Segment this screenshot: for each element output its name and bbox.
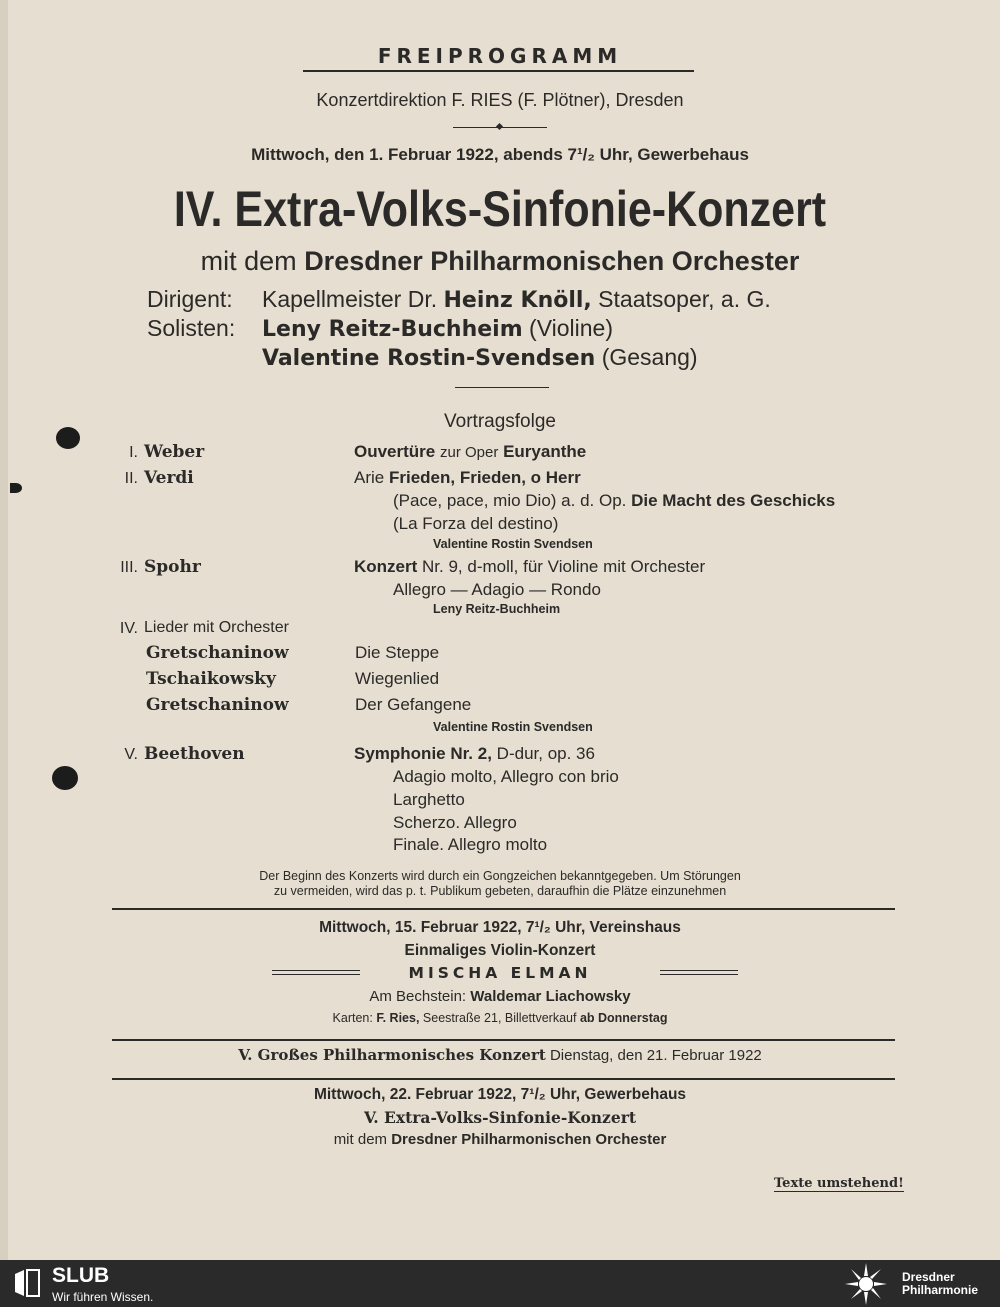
- item-1-work-connector: zur Oper: [439, 444, 499, 461]
- item-2-work-title: Frieden, Frieden, o Herr: [388, 468, 581, 487]
- conductor-suffix: Staatsoper, a. G.: [598, 286, 771, 312]
- item-4-composer-2: Tschaikowsky: [146, 669, 276, 689]
- next-1-date: Mittwoch, 15. Februar 1922, 7¹/₂ Uhr, Vereinshaus: [319, 919, 681, 936]
- item-3-composer: Spohr: [144, 557, 201, 577]
- item-5-movement-4: Finale. Allegro molto: [393, 835, 548, 854]
- tickets-address: Seestraße 21, Billettverkauf: [422, 1011, 577, 1025]
- item-1-work-type: Ouvertüre: [354, 442, 436, 461]
- viewer-footer-bar: [0, 1260, 1000, 1307]
- item-2-number: II.: [124, 470, 138, 487]
- item-5-work-title: Symphonie Nr. 2,: [354, 744, 492, 763]
- soloist-1: [262, 315, 613, 342]
- notice-line-2: zu vermeiden, wird das p. t. Publikum gebeten, daraufhin die Plätze einzunehmen: [273, 884, 727, 898]
- soloist-1-note: (Violine): [529, 315, 613, 341]
- ink-blot: [52, 766, 78, 790]
- item-1-composer: Weber: [144, 442, 205, 462]
- next-2: [0, 1046, 1000, 1064]
- dp-line-2: Philharmonie: [902, 1283, 979, 1297]
- artist-rule-right-a: [660, 970, 738, 971]
- divider: [112, 908, 895, 910]
- item-5-work-key: D-dur, op. 36: [496, 744, 595, 763]
- item-4-song-2: Wiegenlied: [355, 669, 440, 688]
- item-5-movement-2: Larghetto: [393, 790, 465, 809]
- conductor-prefix: Kapellmeister Dr.: [262, 286, 438, 312]
- item-4-number: IV.: [119, 620, 138, 637]
- next-3-date: Mittwoch, 22. Februar 1922, 7¹/₂ Uhr, Gewerbehaus: [313, 1086, 687, 1103]
- item-1-work-title: Euryanthe: [503, 442, 587, 461]
- soloists-role: Solisten:: [147, 315, 236, 341]
- item-1-work: [354, 442, 586, 462]
- item-4-song-1: Die Steppe: [355, 643, 440, 662]
- item-2-opera: Die Macht des Geschicks: [631, 491, 836, 510]
- heading-underline: [303, 70, 694, 72]
- orchestra-prefix: mit dem: [200, 246, 297, 276]
- item-3-number: III.: [120, 559, 138, 576]
- dresdner-philharmonie-text[interactable]: [902, 1271, 978, 1297]
- soloist-2-note: (Gesang): [601, 344, 698, 370]
- item-5-work: [354, 744, 595, 764]
- dresdner-philharmonie-logo-icon: [845, 1263, 887, 1305]
- item-2-italian-title: (Pace, pace, mio Dio) a. d. Op.: [393, 491, 627, 510]
- soloist-1-name: Leny Reitz-Buchheim: [262, 317, 523, 342]
- next-1-title: Einmaliges Violin-Konzert: [404, 942, 596, 959]
- accompanist-prefix: Am Bechstein:: [369, 988, 467, 1005]
- dp-line-1: Dresdner: [902, 1270, 955, 1284]
- item-4-composer-1: Gretschaninow: [146, 643, 289, 663]
- item-3-work-type: Konzert: [354, 557, 418, 576]
- soloist-2: [262, 344, 698, 371]
- paper-edge: [0, 0, 8, 1260]
- next-2-date: Dienstag, den 21. Februar 1922: [549, 1047, 762, 1064]
- item-3-work-detail: Nr. 9, d-moll, für Violine mit Orchester: [422, 557, 706, 576]
- item-5-movement-3: Scherzo. Allegro: [393, 813, 517, 832]
- texts-overleaf-note: Texte umstehend!: [774, 1176, 904, 1191]
- notice-line-1: Der Beginn des Konzerts wird durch ein Gongzeichen bekanntgegeben. Um Störungen: [259, 869, 741, 883]
- item-2-line-2: [393, 491, 835, 511]
- tickets-label: Karten:: [332, 1011, 373, 1025]
- item-5-number: V.: [124, 746, 138, 763]
- next-3-orchestra-name: Dresdner Philharmonischen Orchester: [391, 1131, 667, 1148]
- ornament-dot: [496, 123, 503, 130]
- item-3-movements: Allegro — Adagio — Rondo: [393, 580, 601, 599]
- concert-title: IV. Extra-Volks-Sinfonie-Konzert: [173, 181, 827, 237]
- item-2-performer: Valentine Rostin Svendsen: [433, 537, 593, 551]
- item-4-title: Lieder mit Orchester: [144, 619, 289, 636]
- item-2-composer: Verdi: [144, 468, 194, 488]
- next-2-title: V. Großes Philharmonisches Konzert: [238, 1046, 546, 1064]
- conductor-line: [262, 286, 771, 313]
- conductor-role: Dirigent:: [147, 286, 233, 312]
- next-1-accompanist: [0, 988, 1000, 1005]
- concert-date: Mittwoch, den 1. Februar 1922, abends 7¹/₂ Uhr, Gewerbehaus: [251, 145, 749, 164]
- item-5-movement-1: Adagio molto, Allegro con brio: [393, 767, 619, 786]
- concert-direction: Konzertdirektion F. RIES (F. Plötner), Dresden: [316, 90, 684, 110]
- accompanist-name: Waldemar Liachowsky: [470, 988, 631, 1005]
- slub-logo-text[interactable]: SLUB: [52, 1264, 110, 1287]
- divider-3: [112, 1078, 895, 1080]
- conductor-name: Heinz Knöll,: [443, 288, 592, 313]
- item-1-number: I.: [129, 444, 138, 461]
- ornament-divider-2: [455, 387, 549, 388]
- divider-2: [112, 1039, 895, 1041]
- artist-rule-right-b: [660, 974, 738, 975]
- tickets-start: ab Donnerstag: [579, 1011, 668, 1025]
- item-5-composer: Beethoven: [144, 744, 245, 764]
- tickets-seller: F. Ries,: [376, 1011, 420, 1025]
- item-2-work-type: Arie: [354, 468, 385, 487]
- item-3-performer: Leny Reitz-Buchheim: [433, 602, 561, 616]
- slub-logo-icon: [12, 1268, 42, 1298]
- item-3-line-1: [354, 557, 705, 577]
- item-4-song-3: Der Gefangene: [355, 695, 472, 714]
- orchestra-name: Dresdner Philharmonischen Orchester: [304, 246, 800, 276]
- next-1-artist: MISCHA ELMAN: [408, 964, 592, 982]
- soloist-2-name: Valentine Rostin-Svendsen: [262, 346, 596, 371]
- orchestra-line: [0, 246, 1000, 277]
- next-3-orchestra-prefix: mit dem: [333, 1131, 388, 1148]
- next-1-tickets: [0, 1011, 1000, 1025]
- item-2-line-3: (La Forza del destino): [393, 514, 559, 533]
- ink-blot: [56, 427, 80, 449]
- next-3-orchestra: [0, 1131, 1000, 1148]
- item-4-performer: Valentine Rostin Svendsen: [433, 720, 593, 734]
- ink-mark: [10, 483, 22, 493]
- next-3-title: V. Extra-Volks-Sinfonie-Konzert: [363, 1108, 637, 1127]
- program-heading-vortragsfolge: Vortragsfolge: [444, 411, 556, 432]
- slub-tagline: Wir führen Wissen.: [52, 1290, 154, 1304]
- program-heading: FREIPROGRAMM: [377, 44, 623, 68]
- item-4-composer-3: Gretschaninow: [146, 695, 289, 715]
- item-2-line-1: [354, 468, 581, 488]
